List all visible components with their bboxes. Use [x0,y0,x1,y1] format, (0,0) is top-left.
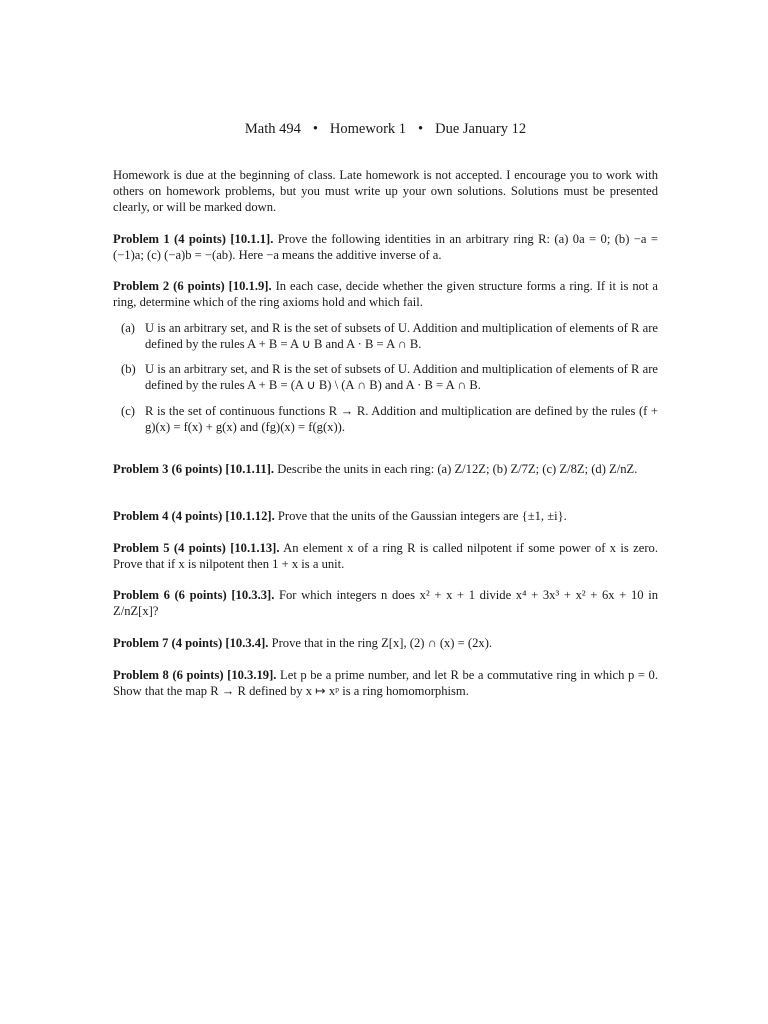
problem-heading: Problem 5 (4 points) [10.1.13]. [113,541,280,555]
part-label: (b) [121,362,136,376]
problem-heading: Problem 3 (6 points) [10.1.11]. [113,462,275,476]
problem-text: Prove that the units of the Gaussian integers are {±1, ±i}. [277,509,567,523]
problem-heading: Problem 2 (6 points) [10.1.9]. [113,279,272,293]
problem-7 [113,635,658,651]
intro-paragraph: Homework is due at the beginning of class. Late homework is not accepted. I encourage you to work with others on homework problems, but you must write up your own solutions. Solutions must be presented clearly, or will be marked down. [113,168,658,214]
part-text: R is the set of continuous functions R → R. Addition and multiplication are defined by the rules (f + g)(x) = f(x) + g(x) and (fg)(x) = f(g(x)). [145,404,658,434]
problem-text: Describe the units in each ring: (a) Z/12Z; (b) Z/7Z; (c) Z/8Z; (d) Z/nZ. [277,462,638,476]
part-label: (c) [121,404,135,418]
problem-6 [113,587,658,619]
due-date: Due January 12 [435,121,527,137]
problem-text: Prove that in the ring Z[x], (2) ∩ (x) = (2x). [271,636,493,650]
problem-heading: Problem 6 (6 points) [10.3.3]. [113,588,275,602]
problem-2 [113,278,658,310]
problem-text: In each case, decide whether the given structure forms a ring. If it is not a ring, determine which of the ring axioms hold and which fail. [113,279,658,309]
problem-2-part-b [121,361,658,393]
problem-heading: Problem 8 (6 points) [10.3.19]. [113,668,277,682]
problem-5 [113,540,658,572]
problem-heading: Problem 7 (4 points) [10.3.4]. [113,636,269,650]
part-text: U is an arbitrary set, and R is the set of subsets of U. Addition and multiplication of elements of R are defined by the rules A + B = A ∪ B and A · B = A ∩ B. [145,321,658,351]
page-title [113,121,658,138]
problem-1 [113,231,658,263]
problem-4 [113,508,658,524]
problem-heading: Problem 4 (4 points) [10.1.12]. [113,509,275,523]
problem-text: Let p be a prime number, and let R be a commutative ring in which p = 0. Show that the map R → R defined by x ↦ xᵖ is a ring homomorphism. [113,668,658,698]
problem-heading: Problem 1 (4 points) [10.1.1]. [113,232,274,246]
assignment-name: Homework 1 [329,121,407,137]
course-name: Math 494 [244,121,301,137]
problem-2-part-c [121,403,658,435]
problem-text: For which integers n does x² + x + 1 divide x⁴ + 3x³ + x² + 6x + 10 in Z/nZ[x]? [113,588,658,618]
title-separator: • [418,121,424,137]
problem-3 [113,461,658,477]
problem-2-part-a [121,320,658,352]
part-label: (a) [121,321,135,335]
title-separator: • [312,121,318,137]
problem-text: An element x of a ring R is called nilpotent if some power of x is zero. Prove that if x is nilpotent then 1 + x is a unit. [113,541,658,571]
part-text: U is an arbitrary set, and R is the set of subsets of U. Addition and multiplication of elements of R are defined by the rules A + B = (A ∪ B) \ (A ∩ B) and A · B = A ∩ B. [145,362,658,392]
problem-8 [113,667,658,699]
problem-text: Prove the following identities in an arbitrary ring R: (a) 0a = 0; (b) −a = (−1)a; (c) (−a)b = −(ab). Here −a means the additive inverse of a. [113,232,658,262]
